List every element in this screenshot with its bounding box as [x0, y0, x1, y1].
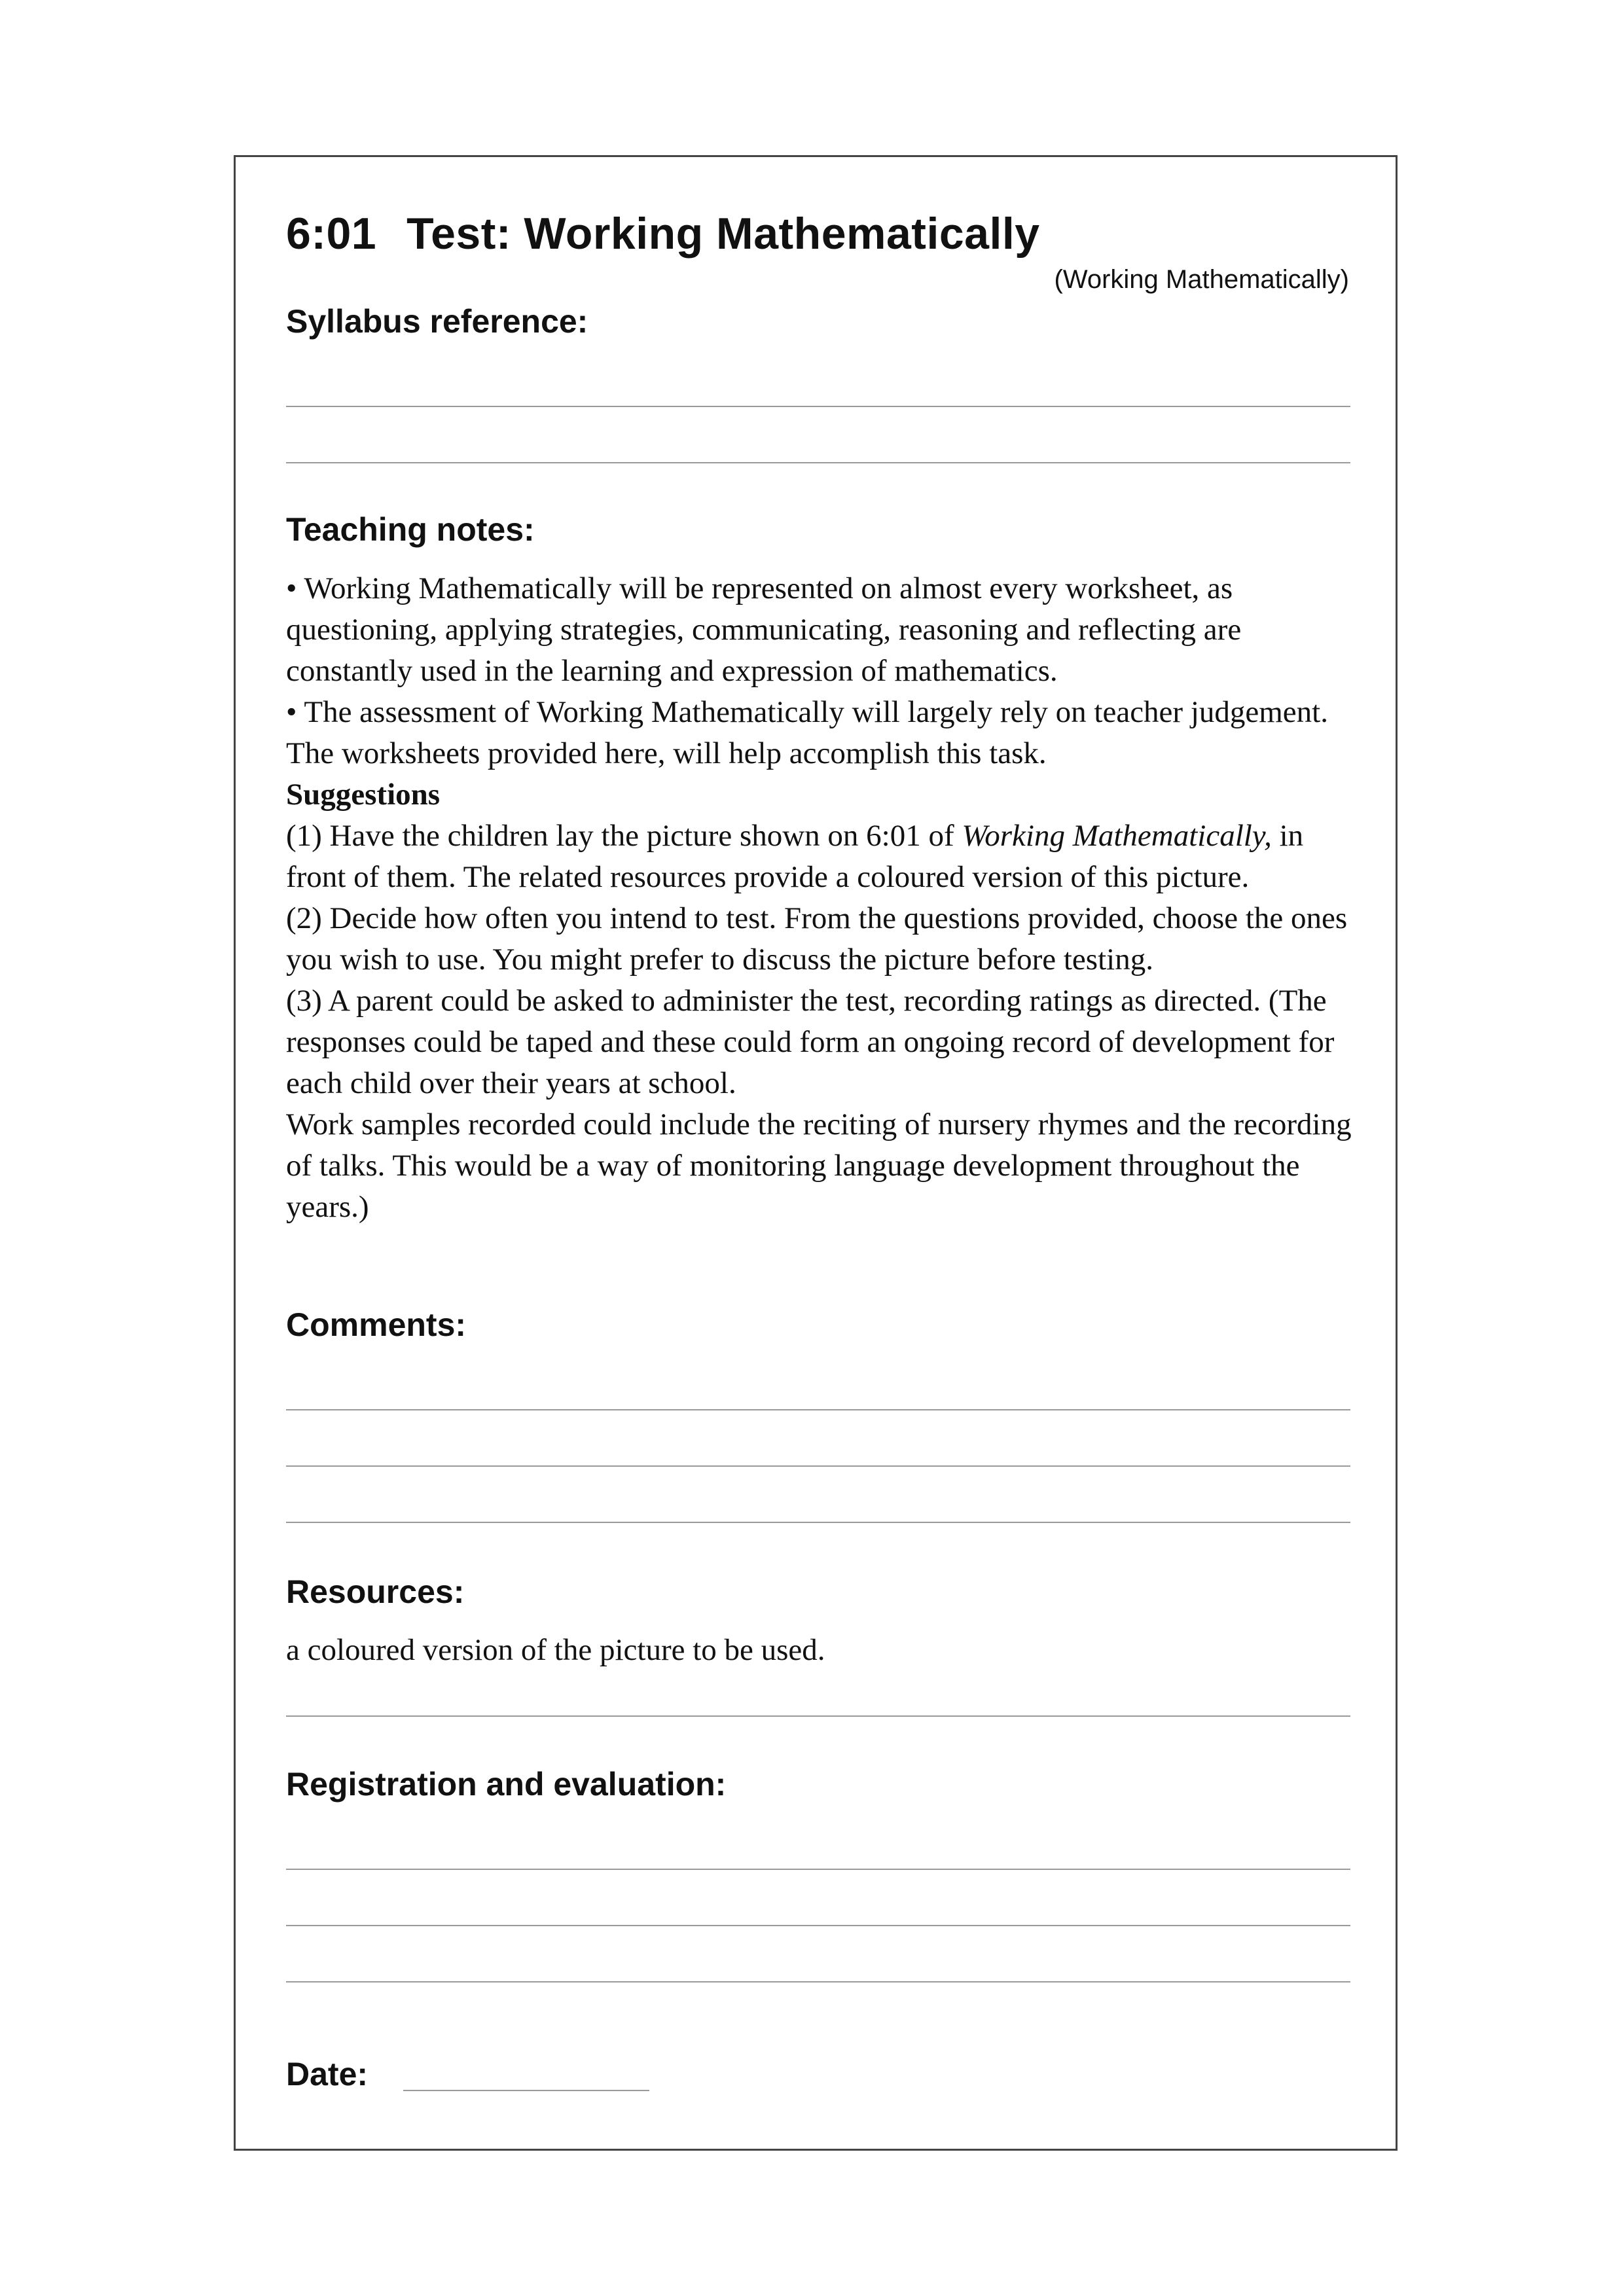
registration-line-2 — [286, 1925, 1350, 1926]
syllabus-reference-heading: Syllabus reference: — [286, 303, 588, 340]
worksheet-title: Test: Working Mathematically — [406, 209, 1040, 259]
strand-label: (Working Mathematically) — [1054, 265, 1349, 294]
registration-heading: Registration and evaluation: — [286, 1766, 727, 1803]
date-label: Date: — [286, 2056, 369, 2092]
work-samples-note: Work samples recorded could include the reciting of nursery rhymes and the recording of talks. This would be a way of monitoring language development throughout the years.) — [286, 1107, 1352, 1224]
resources-text: a coloured version of the picture to be used. — [286, 1633, 825, 1667]
suggestion-1-text-a: (1) Have the children lay the picture shown on 6:01 of — [286, 819, 962, 853]
suggestion-2: (2) Decide how often you intend to test. From the questions provided, choose the ones you wish to use. You might prefer to discuss the picture before testing. — [286, 901, 1348, 977]
teaching-notes-heading: Teaching notes: — [286, 511, 535, 548]
resources-line — [286, 1715, 1350, 1717]
comments-line-1 — [286, 1409, 1350, 1410]
registration-line-1 — [286, 1869, 1350, 1870]
date-field-line — [403, 2090, 649, 2091]
note-bullet-2: • The assessment of Working Mathematically will largely rely on teacher judgement. The worksheets provided here, will help accomplish this task. — [286, 695, 1328, 770]
suggestion-1-text-b: in front of them. The related resources provide a coloured version of this picture. — [286, 819, 1304, 894]
suggestion-1-book-title: Working Mathematically, — [962, 819, 1272, 853]
syllabus-line-1 — [286, 406, 1350, 407]
comments-line-3 — [286, 1522, 1350, 1523]
resources-heading: Resources: — [286, 1573, 465, 1610]
syllabus-line-2 — [286, 462, 1350, 463]
worksheet-number: 6:01 — [286, 209, 377, 259]
suggestion-1 — [286, 816, 1360, 898]
registration-line-3 — [286, 1981, 1350, 1982]
comments-line-2 — [286, 1465, 1350, 1467]
suggestions-heading: Suggestions — [286, 778, 441, 812]
teaching-notes-body — [286, 568, 1360, 1228]
note-bullet-1: • Working Mathematically will be represented on almost every worksheet, as questioning, applying strategies, communicating, reasoning and reflecting are constantly used in the learning and expression of mathematics. — [286, 571, 1242, 688]
comments-heading: Comments: — [286, 1306, 467, 1343]
suggestion-3: (3) A parent could be asked to administer the test, recording ratings as directed. (The responses could be taped and these could form an ongoing record of development for each child over their years at school. — [286, 984, 1335, 1100]
page-title — [286, 208, 1040, 259]
